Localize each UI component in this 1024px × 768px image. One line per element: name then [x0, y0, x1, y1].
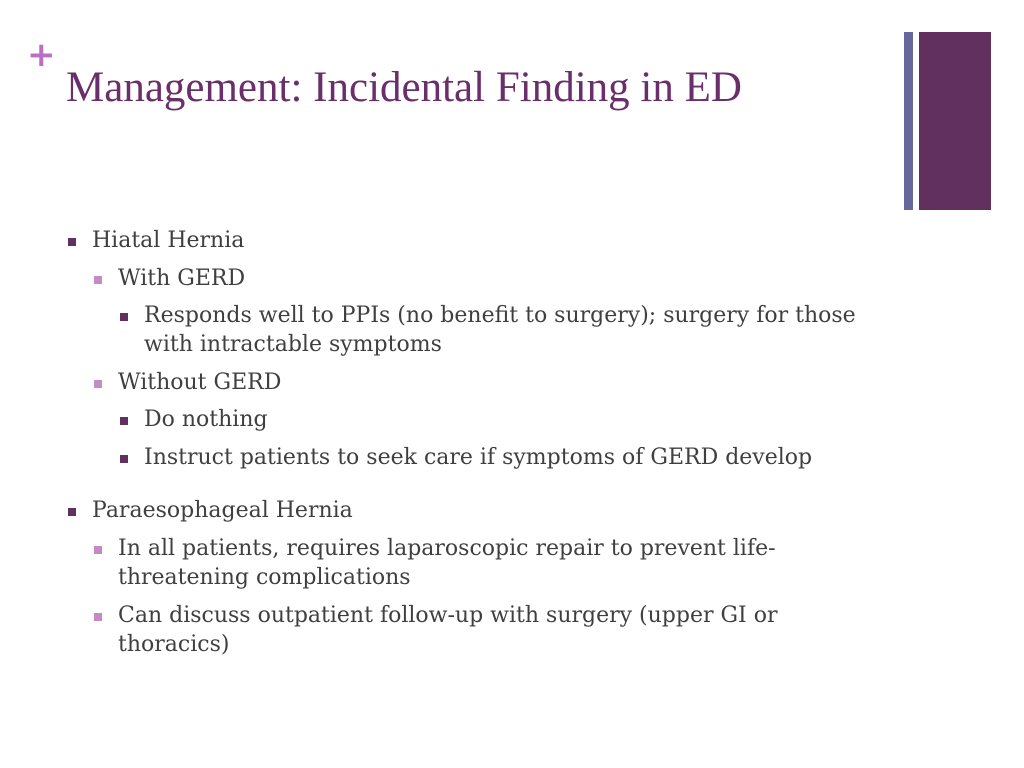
sub-sub-bullet	[120, 301, 888, 359]
sub-bullet-text: Without GERD	[118, 370, 282, 395]
sub-bullet-outpatient-follow-up	[94, 601, 888, 659]
bullet-text: Hiatal Hernia	[92, 228, 245, 253]
sub-sub-bullet	[120, 405, 888, 434]
bullet-text: Paraesophageal Hernia	[92, 498, 353, 523]
sub-sub-bullet-list	[118, 405, 888, 472]
sub-bullet-text: In all patients, requires laparoscopic repair to prevent life-threatening complications	[118, 536, 776, 590]
square-bullet-icon	[68, 238, 76, 246]
square-bullet-icon	[94, 380, 102, 388]
square-bullet-icon	[94, 613, 102, 621]
bullet-list	[68, 226, 888, 659]
sub-bullet-without-gerd	[94, 368, 888, 472]
sub-bullet-list	[92, 534, 888, 659]
square-bullet-icon	[94, 276, 102, 284]
slide-title: Management: Incidental Finding in ED	[66, 64, 742, 111]
square-bullet-icon	[120, 417, 128, 425]
sub-bullet-laparoscopic-repair	[94, 534, 888, 592]
plus-decoration-icon: +	[27, 35, 56, 75]
sub-bullet-text: Can discuss outpatient follow-up with surgery (upper GI or thoracics)	[118, 603, 778, 657]
slide-content	[68, 226, 888, 659]
sub-sub-bullet-text: Responds well to PPIs (no benefit to surgery); surgery for those with intractable symptoms	[144, 303, 856, 357]
sub-bullet-list	[92, 264, 888, 472]
bullet-paraesophageal-hernia	[68, 496, 888, 659]
accent-bar-thin	[904, 32, 913, 210]
sub-sub-bullet-text: Instruct patients to seek care if symptoms of GERD develop	[144, 445, 813, 470]
sub-sub-bullet-list	[118, 301, 888, 359]
accent-bar-thick	[919, 32, 991, 210]
sub-bullet-text: With GERD	[118, 266, 246, 291]
square-bullet-icon	[120, 455, 128, 463]
square-bullet-icon	[120, 313, 128, 321]
sub-sub-bullet	[120, 443, 888, 472]
square-bullet-icon	[94, 546, 102, 554]
sub-bullet-with-gerd	[94, 264, 888, 359]
sub-sub-bullet-text: Do nothing	[144, 407, 268, 432]
square-bullet-icon	[68, 508, 76, 516]
bullet-hiatal-hernia	[68, 226, 888, 472]
